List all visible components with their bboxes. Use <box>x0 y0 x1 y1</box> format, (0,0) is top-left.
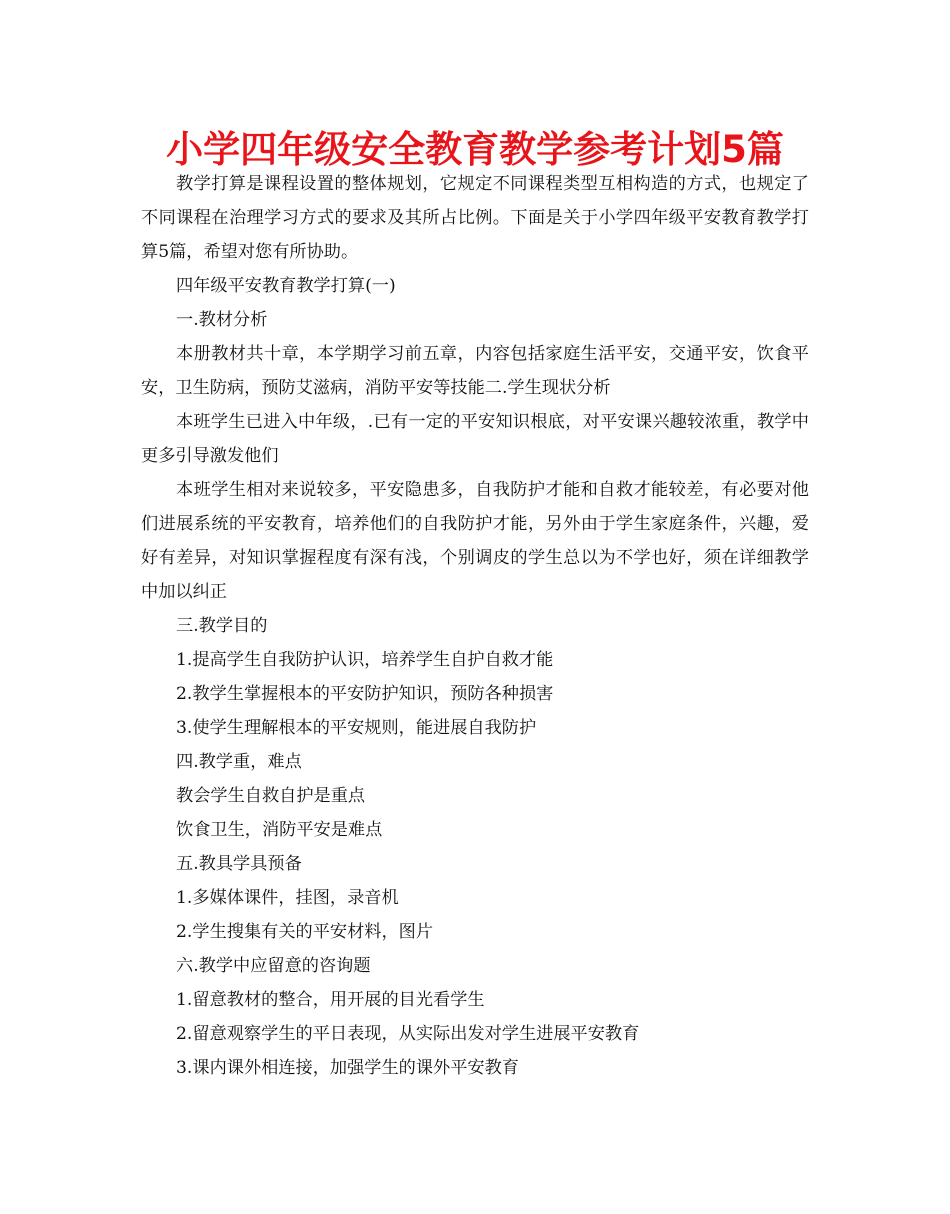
paragraph: 3.课内课外相连接，加强学生的课外平安教育 <box>176 1058 519 1078</box>
paragraph: 2.教学生掌握根本的平安防护知识，预防各种损害 <box>176 684 554 704</box>
paragraph: 3.使学生理解根本的平安规则，能进展自我防护 <box>176 718 537 738</box>
paragraph: 1.留意教材的整合，用开展的目光看学生 <box>176 990 485 1010</box>
paragraph: 2.学生搜集有关的平安材料，图片 <box>176 922 434 942</box>
paragraph: 1.多媒体课件，挂图，录音机 <box>176 888 399 908</box>
paragraph: 三.教学目的 <box>176 616 268 636</box>
paragraph: 本班学生已进入中年级，.已有一定的平安知识根底，对平安课兴趣较浓重，教学中更多引导激发他们 <box>141 412 809 466</box>
document-title: 小学四年级安全教育教学参考计划5篇 <box>166 128 784 171</box>
paragraph: 四年级平安教育教学打算(一) <box>176 276 396 296</box>
paragraph: 一.教材分析 <box>176 310 268 330</box>
paragraph: 本册教材共十章，本学期学习前五章，内容包括家庭生活平安，交通平安，饮食平安，卫生防病，预防艾滋病，消防平安等技能二.学生现状分析 <box>141 344 809 398</box>
paragraph: 四.教学重，难点 <box>176 752 302 772</box>
paragraph: 教学打算是课程设置的整体规划，它规定不同课程类型互相构造的方式，也规定了不同课程在治理学习方式的要求及其所占比例。下面是关于小学四年级平安教育教学打算5篇，希望对您有所协助。 <box>141 174 809 262</box>
paragraph: 教会学生自救自护是重点 <box>176 786 366 806</box>
paragraph: 饮食卫生，消防平安是难点 <box>176 820 383 840</box>
paragraph: 六.教学中应留意的咨询题 <box>176 956 371 976</box>
paragraph: 1.提高学生自我防护认识，培养学生自护自救才能 <box>176 650 554 670</box>
document-body <box>141 167 809 1085</box>
paragraph: 五.教具学具预备 <box>176 854 302 874</box>
paragraph: 本班学生相对来说较多，平安隐患多，自我防护才能和自救才能较差，有必要对他们进展系统的平安教育，培养他们的自我防护才能，另外由于学生家庭条件，兴趣，爱好有差异，对知识掌握程度有深有浅，个别调皮的学生总以为不学也好，须在详细教学中加以纠正 <box>141 480 809 602</box>
paragraph: 2.留意观察学生的平日表现，从实际出发对学生进展平安教育 <box>176 1024 640 1044</box>
